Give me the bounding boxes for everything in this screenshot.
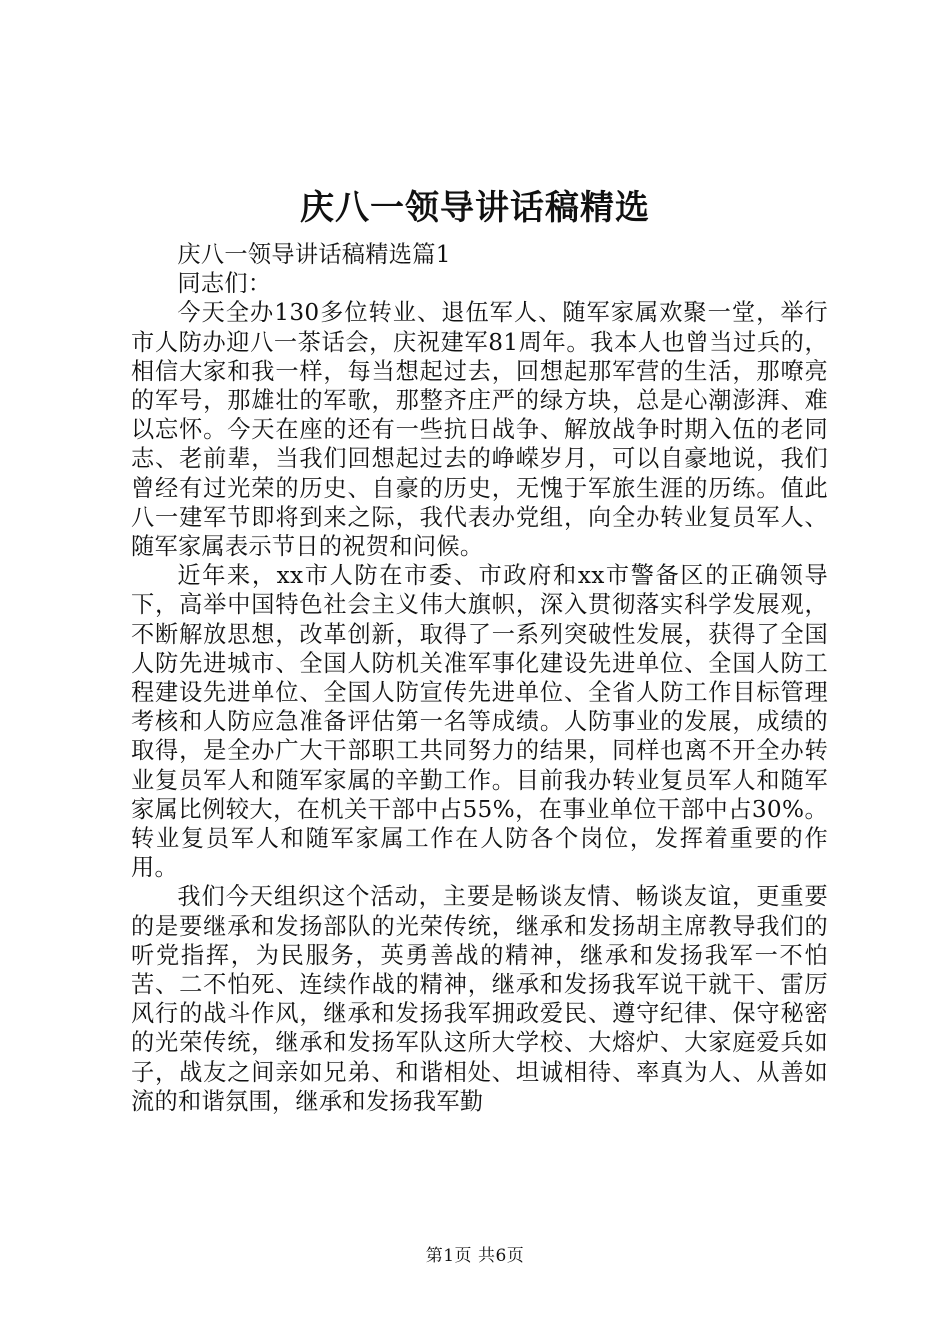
paragraph-2: 近年来，xx市人防在市委、市政府和xx市警备区的正确领导下，高举中国特色社会主义伟大旗帜，深入贯彻落实科学发展观，不断解放思想，改革创新，取得了一系列突破性发展，获得了全国人防先进城市、全国人防机关准军事化建设先进单位、全国人防工程建设先进单位、全国人防宣传先进单位、全省人防工作目标管理考核和人防应急准备评估第一名等成绩。人防事业的发展，成绩的取得，是全办广大干部职工共同努力的结果，同样也离不开全办转业复员军人和随军家属的辛勤工作。目前我办转业复员军人和随军家属比例较大，在机关干部中占55%，在事业单位干部中占30%。转业复员军人和随军家属工作在人防各个岗位，发挥着重要的作用。: [131, 562, 828, 882]
paragraph-1: 今天全办130多位转业、退伍军人、随军家属欢聚一堂，举行市人防办迎八一茶话会，庆祝建军81周年。我本人也曾当过兵的，相信大家和我一样，每当想起过去，回想起那军营的生活，那嘹亮的军号，那雄壮的军歌，那整齐庄严的绿方块，总是心潮澎湃、难以忘怀。今天在座的还有一些抗日战争、解放战争时期入伍的老同志、老前辈，当我们回想起过去的峥嵘岁月，可以自豪地说，我们曾经有过光荣的历史、自豪的历史，无愧于军旅生涯的历练。值此八一建军节即将到来之际，我代表办党组，向全办转业复员军人、随军家属表示节日的祝贺和问候。: [131, 299, 828, 561]
page-footer: 第1页 共6页: [425, 1246, 525, 1266]
paragraph-3: 我们今天组织这个活动，主要是畅谈友情、畅谈友谊，更重要的是要继承和发扬部队的光荣传统，继承和发扬胡主席教导我们的听党指挥，为民服务，英勇善战的精神，继承和发扬我军一不怕苦、二不怕死、连续作战的精神，继承和发扬我军说干就干、雷厉风行的战斗作风，继承和发扬我军拥政爱民、遵守纪律、保守秘密的光荣传统，继承和发扬军队这所大学校、大熔炉、大家庭爱兵如子，战友之间亲如兄弟、和谐相处、坦诚相待、率真为人、从善如流的和谐氛围，继承和发扬我军勤: [131, 883, 828, 1115]
section-heading: 庆八一领导讲话稿精选篇1: [177, 241, 451, 268]
salutation: 同志们：: [177, 270, 272, 298]
document-title: 庆八一领导讲话稿精选: [300, 188, 650, 228]
document-body: [131, 240, 828, 1116]
